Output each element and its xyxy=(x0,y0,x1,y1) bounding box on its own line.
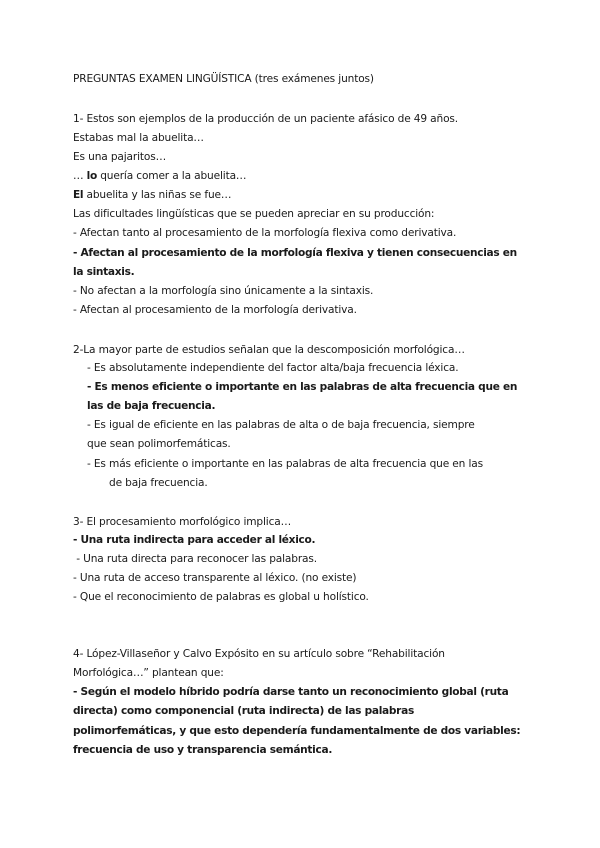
q4-answer-line1: - Según el modelo híbrido podría darse tanto un reconocimiento global (ruta xyxy=(73,686,509,698)
q1-option-b-line2: la sintaxis. xyxy=(73,266,135,278)
q1-example-3 xyxy=(73,167,246,186)
q3-option-a: - Una ruta indirecta para acceder al léxico. xyxy=(73,534,316,546)
q2-option-b-line1: - Es menos eficiente o importante en las palabras de alta frecuencia que en xyxy=(87,381,518,393)
q3-option-c: - Una ruta de acceso transparente al léxico. (no existe) xyxy=(73,572,357,584)
q2-option-a: - Es absolutamente independiente del factor alta/baja frecuencia léxica. xyxy=(87,362,459,374)
q1-example-3-post: quería comer a la abuelita… xyxy=(96,170,247,182)
q4-question-line2: Morfológica…” plantean que: xyxy=(73,667,224,679)
q1-prompt: Las dificultades lingüísticas que se pueden apreciar en su producción: xyxy=(73,208,435,220)
q1-example-3-pre: … xyxy=(73,170,87,182)
q3-option-d: - Que el reconocimiento de palabras es global u holístico. xyxy=(73,591,369,603)
q4-answer-line2: directa) como componencial (ruta indirecta) de las palabras xyxy=(73,705,414,717)
q1-example-4-post: abuelita y las niñas se fue… xyxy=(83,189,232,201)
q2-option-c-line2: que sean polimorfemáticas. xyxy=(87,438,231,450)
q1-question: 1- Estos son ejemplos de la producción de un paciente afásico de 49 años. xyxy=(73,113,459,125)
q2-option-d-line2: de baja frecuencia. xyxy=(109,477,208,489)
q1-example-1: Estabas mal la abuelita… xyxy=(73,132,204,144)
document-title: PREGUNTAS EXAMEN LINGÜÍSTICA (tres exámenes juntos) xyxy=(73,73,374,85)
q2-option-b-line2: las de baja frecuencia. xyxy=(87,400,216,412)
q3-question: 3- El procesamiento morfológico implica… xyxy=(73,516,292,528)
q1-example-3-bold: lo xyxy=(86,170,97,182)
q1-example-2: Es una pajaritos… xyxy=(73,151,167,163)
q3-option-b: - Una ruta directa para reconocer las palabras. xyxy=(73,553,317,565)
q2-question: 2-La mayor parte de estudios señalan que la descomposición morfológica… xyxy=(73,344,465,356)
q4-answer-line3: polimorfemáticas, y que esto dependería fundamentalmente de dos variables: xyxy=(73,725,521,737)
q2-option-c-line1: - Es igual de eficiente en las palabras de alta o de baja frecuencia, siempre xyxy=(87,419,475,431)
q2-option-d-line1: - Es más eficiente o importante en las palabras de alta frecuencia que en las xyxy=(87,458,483,470)
q1-example-4-bold: El xyxy=(73,189,84,201)
q1-option-c: - No afectan a la morfología sino únicamente a la sintaxis. xyxy=(73,285,374,297)
q1-option-d: - Afectan al procesamiento de la morfología derivativa. xyxy=(73,304,357,316)
q1-option-a: - Afectan tanto al procesamiento de la morfología flexiva como derivativa. xyxy=(73,227,457,239)
q4-question-line1: 4- López-Villaseñor y Calvo Expósito en su artículo sobre “Rehabilitación xyxy=(73,648,445,660)
q1-option-b-line1: - Afectan al procesamiento de la morfología flexiva y tienen consecuencias en xyxy=(73,247,517,259)
q4-answer-line4: frecuencia de uso y transparencia semántica. xyxy=(73,744,333,756)
q1-example-4 xyxy=(73,186,231,205)
